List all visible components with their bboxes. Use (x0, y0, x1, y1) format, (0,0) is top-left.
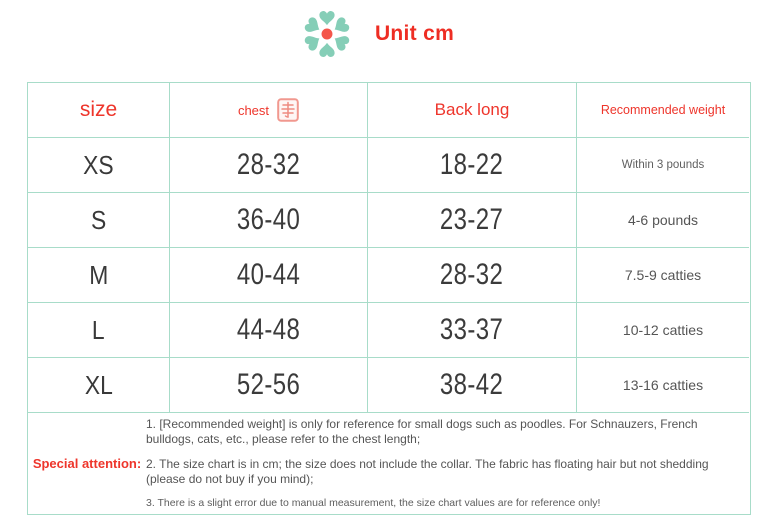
size-value: M (88, 259, 109, 290)
note-item-3: 3. There is a slight error due to manual measurement, the size chart values are for reference only! (146, 496, 601, 509)
flower-center (321, 29, 332, 40)
table-row-l (28, 303, 750, 358)
chest-value: 44-48 (236, 313, 301, 346)
header-cell-size (28, 83, 170, 138)
flower-icon (299, 8, 355, 60)
table-row-xs (28, 138, 750, 193)
chest-value: 52-56 (236, 368, 301, 401)
size-value: XL (84, 369, 113, 400)
table-header-row (28, 83, 750, 138)
chest-value: 36-40 (236, 203, 301, 236)
weight-value: 7.5-9 catties (624, 267, 702, 283)
chest-value: 40-44 (236, 258, 301, 291)
header-cell-chest (170, 83, 368, 138)
column-label-size: size (79, 98, 118, 121)
column-label-weight: Recommended weight (600, 103, 726, 117)
column-label-back-long: Back long (434, 100, 510, 119)
weight-value: 10-12 catties (622, 322, 704, 338)
back-long-value: 28-32 (440, 258, 504, 291)
back-long-value: 33-37 (440, 313, 504, 346)
page-header (0, 6, 763, 62)
chest-girth-stamp-icon (277, 98, 299, 122)
header-cell-weight (577, 83, 749, 138)
weight-value: 13-16 catties (622, 377, 704, 393)
size-value: L (92, 314, 105, 345)
weight-value: 4-6 pounds (627, 212, 699, 228)
table-row-xl (28, 358, 750, 413)
chest-value: 28-32 (236, 148, 301, 181)
note-item-2: 2. The size chart is in cm; the size does not include the collar. The fabric has floating hair but not shedding (please do not buy if you mind); (146, 456, 709, 486)
table-row-m (28, 248, 750, 303)
notes-list (146, 413, 750, 514)
header-cell-back-long (368, 83, 577, 138)
weight-value: Within 3 pounds (621, 159, 705, 171)
special-attention-section (28, 413, 750, 514)
back-long-value: 38-42 (440, 368, 504, 401)
special-attention-label: Special attention: (32, 456, 142, 471)
size-value: XS (83, 149, 114, 180)
size-chart-table (27, 82, 751, 515)
note-item-1: 1. [Recommended weight] is only for reference for small dogs such as poodles. For Schnauzers, French bulldogs, cats, etc., please refer to the chest length; (146, 416, 698, 446)
back-long-value: 23-27 (440, 203, 504, 236)
page-title: Unit cm (374, 22, 455, 45)
column-label-chest: chest (237, 102, 270, 118)
size-value: S (90, 204, 107, 235)
table-row-s (28, 193, 750, 248)
back-long-value: 18-22 (440, 148, 504, 181)
